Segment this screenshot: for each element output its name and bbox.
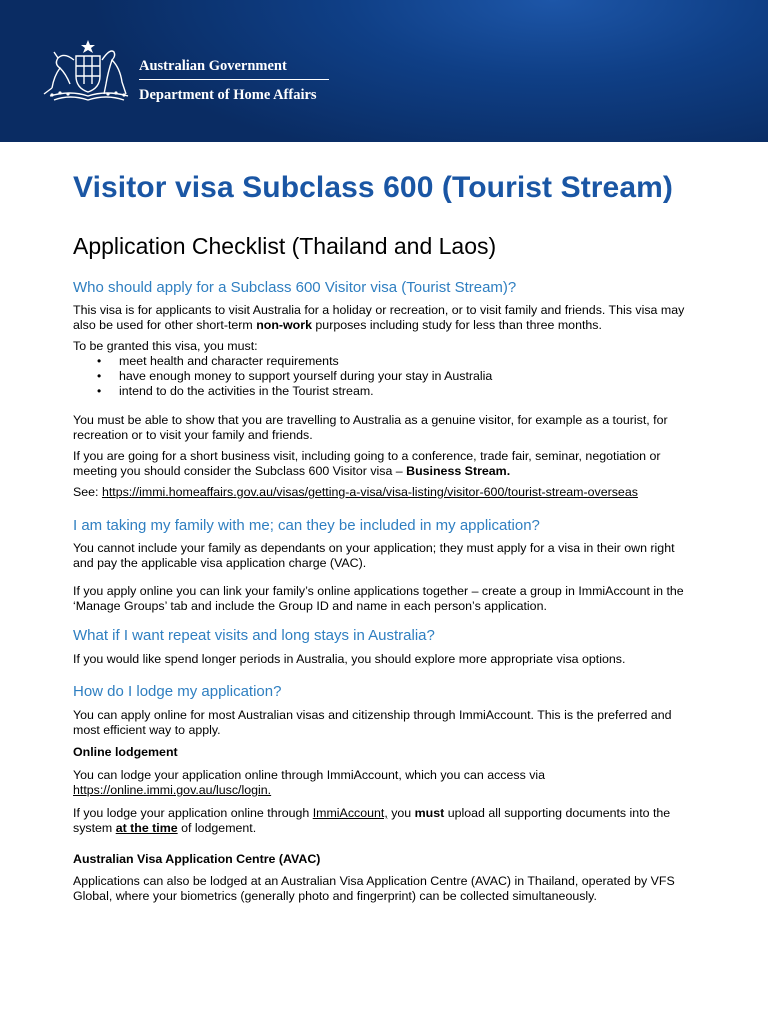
avac-heading: Australian Visa Application Centre (AVAC) xyxy=(73,852,321,866)
text-span: If you lodge your application online through xyxy=(73,806,313,820)
bold-text: must xyxy=(414,806,445,820)
paragraph: Applications can also be lodged at an Australian Visa Application Centre (AVAC) in Thailand, operated by VFS Global, where your biometrics (generally photo and fingerprint) can be collected simultaneously. xyxy=(73,874,675,903)
paragraph: To be granted this visa, you must: xyxy=(73,339,258,353)
paragraph: You cannot include your family as dependants on your application; they must apply for a visa in their own right and pay the applicable visa application charge (VAC). xyxy=(73,541,675,570)
page-header xyxy=(0,0,768,142)
immiaccount-link[interactable]: ImmiAccount, xyxy=(312,806,388,820)
see-label: See: xyxy=(73,485,102,499)
paragraph: You can apply online for most Australian visas and citizenship through ImmiAccount. This is the preferred and most efficient way to apply. xyxy=(73,708,672,737)
department-name: Department of Home Affairs xyxy=(139,87,317,103)
government-name: Australian Government xyxy=(139,56,329,80)
page-subtitle: Application Checklist (Thailand and Laos) xyxy=(73,233,497,259)
paragraph xyxy=(73,806,693,836)
document-body xyxy=(73,170,693,904)
immiaccount-login-link[interactable]: https://online.immi.gov.au/lusc/login. xyxy=(73,783,272,797)
government-branding xyxy=(139,56,329,105)
paragraph: You must be able to show that you are travelling to Australia as a genuine visitor, for example as a tourist, for recreation or to visit your family and friends. xyxy=(73,413,668,442)
text-span: purposes including study for less than three months. xyxy=(311,318,602,332)
text-span: This visa is for applicants to visit Australia for a holiday or recreation, or to visit family and friends. This visa may also be used for other short-term xyxy=(73,303,685,332)
tourist-stream-link[interactable]: https://immi.homeaffairs.gov.au/visas/getting-a-visa/visa-listing/visitor-600/tourist-stream-overseas xyxy=(101,485,638,499)
section-heading-lodge: How do I lodge my application? xyxy=(73,683,282,700)
bold-text: Business Stream. xyxy=(406,464,511,478)
page-title: Visitor visa Subclass 600 (Tourist Stream) xyxy=(73,171,673,204)
section-heading-repeat-visits: What if I want repeat visits and long stays in Australia? xyxy=(73,627,435,644)
section-heading-who-should-apply: Who should apply for a Subclass 600 Visitor visa (Tourist Stream)? xyxy=(73,279,517,296)
text-span: of lodgement. xyxy=(177,821,257,835)
paragraph xyxy=(73,303,693,333)
list-item: • intend to do the activities in the Tourist stream. xyxy=(73,384,693,399)
bold-text: non-work xyxy=(256,318,312,332)
section-heading-family: I am taking my family with me; can they be included in my application? xyxy=(73,517,540,534)
text-span: upload all supporting documents into the system xyxy=(73,806,671,835)
paragraph: If you apply online you can link your family’s online applications together – create a group in ImmiAccount in the ‘Manage Groups’ tab and include the Group ID and name in each person’s application. xyxy=(73,584,684,613)
paragraph: If you would like spend longer periods in Australia, you should explore more appropriate visa options. xyxy=(73,652,626,666)
paragraph xyxy=(73,449,693,479)
text-span: You can lodge your application online through ImmiAccount, which you can access via xyxy=(73,768,546,782)
paragraph xyxy=(73,485,693,500)
online-lodgement-heading: Online lodgement xyxy=(73,745,178,759)
list-item: • have enough money to support yourself during your stay in Australia xyxy=(73,369,693,384)
requirements-list xyxy=(73,354,693,399)
text-span: you xyxy=(387,806,415,820)
bold-underlined-text: at the time xyxy=(115,821,178,835)
paragraph xyxy=(73,768,693,798)
coat-of-arms-icon xyxy=(40,38,136,104)
text-span: If you are going for a short business visit, including going to a conference, trade fair, seminar, negotiation or meeting you should consider the Subclass 600 Visitor visa – xyxy=(73,449,661,478)
list-item: • meet health and character requirements xyxy=(73,354,693,369)
